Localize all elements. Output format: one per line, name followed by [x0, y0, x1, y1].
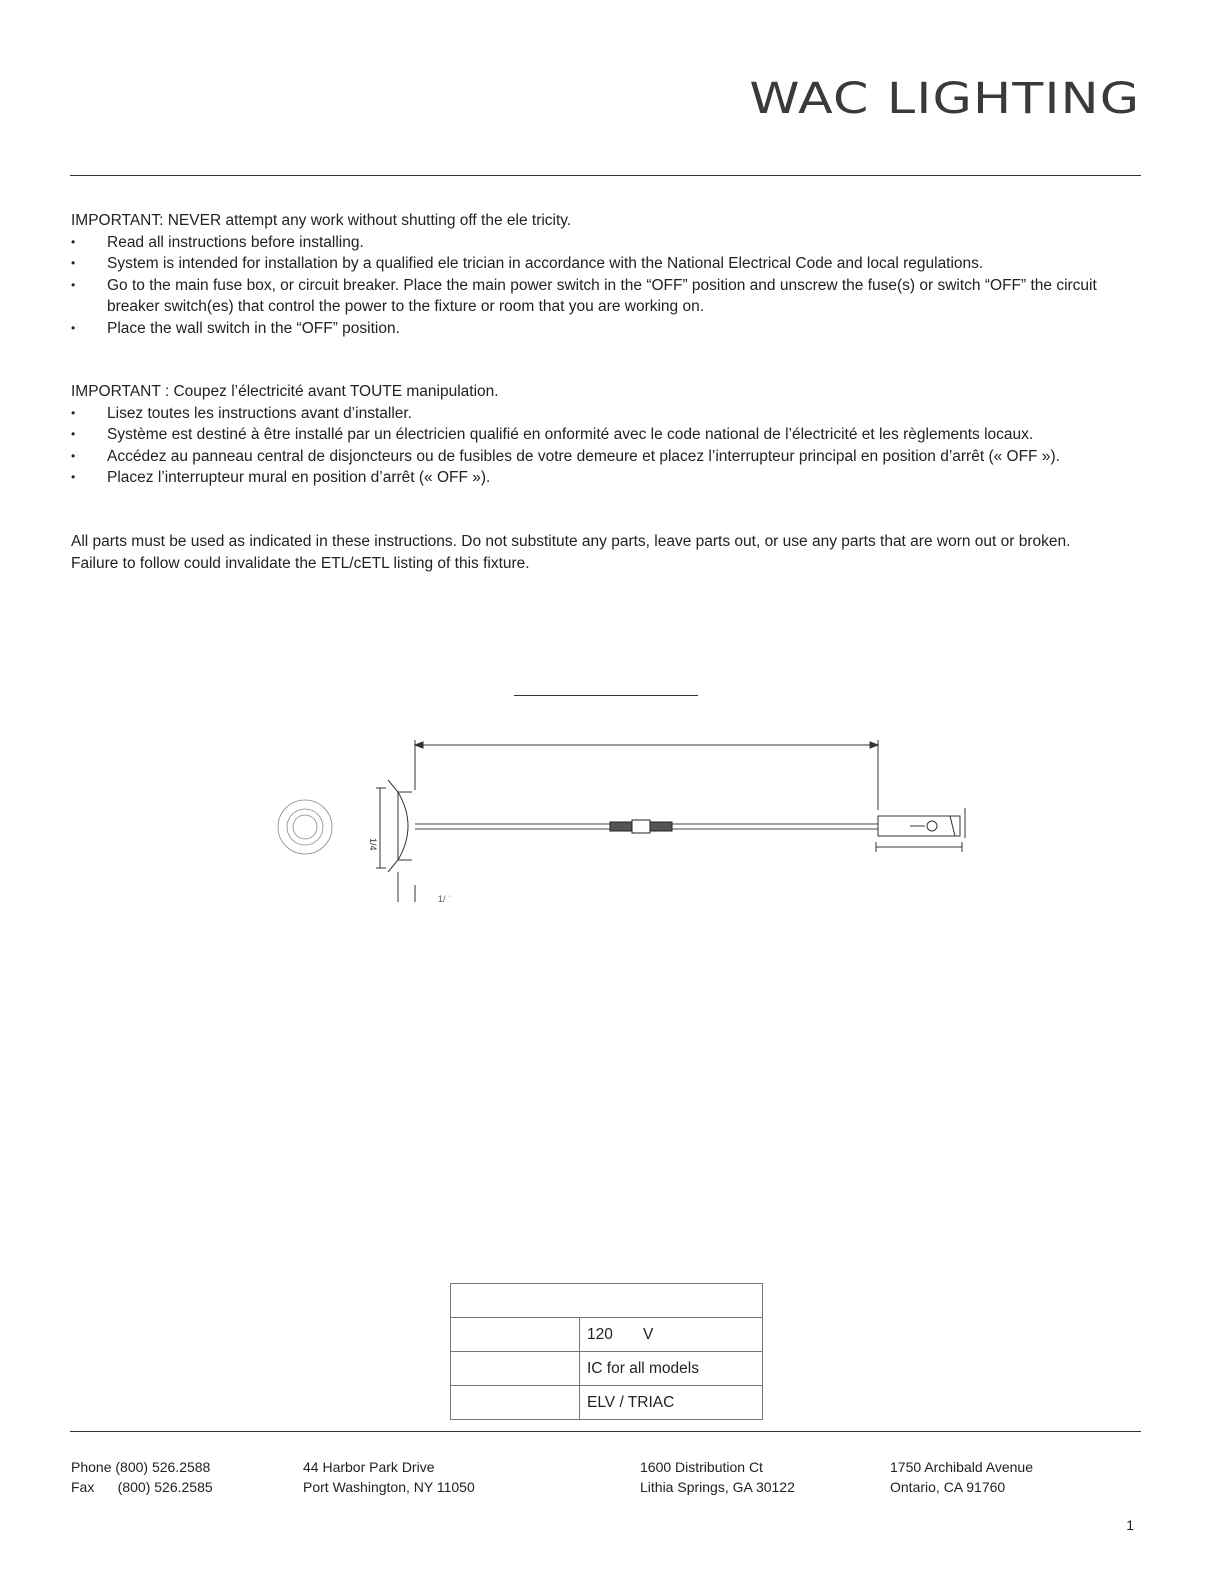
- spec-value: ELV / TRIAC: [580, 1386, 763, 1420]
- address-line: Lithia Springs, GA 30122: [640, 1479, 795, 1495]
- address-line: Port Washington, NY 11050: [303, 1479, 475, 1495]
- warning-fr-item: • Lisez toutes les instructions avant d’installer.: [71, 403, 1151, 425]
- footer-address-ca: [890, 1457, 1033, 1497]
- spec-label: [451, 1386, 580, 1420]
- warning-fr-item: • Accédez au panneau central de disjoncteurs ou de fusibles de votre demeure et placez l’interrupteur principal en position d’arrêt (« OFF »).: [71, 446, 1151, 468]
- height-dimension-label: 1/4: [368, 838, 378, 851]
- footer-rule: [70, 1431, 1141, 1432]
- fixture-dimension-drawing: [270, 730, 990, 910]
- fixture-side-profile: [376, 780, 415, 902]
- warning-fr-item: • Système est destiné à être installé par un électricien qualifié en onformité avec le code national de l’électricité et les règlements locaux.: [71, 424, 1151, 446]
- warning-en-heading: IMPORTANT: NEVER attempt any work without shutting off the ele tricity.: [71, 212, 572, 229]
- diagram-title-underline: [514, 695, 698, 696]
- address-line: 1750 Archibald Avenue: [890, 1459, 1033, 1475]
- spec-value: 120 V: [580, 1318, 763, 1352]
- spec-label: [451, 1318, 580, 1352]
- warning-fr-heading: IMPORTANT : Coupez l’électricité avant TOUTE manipulation.: [71, 383, 499, 400]
- table-row: [451, 1386, 763, 1420]
- footer-address-ga: [640, 1457, 795, 1497]
- warning-en-list: [71, 232, 1151, 340]
- footer-phone: Phone (800) 526.2588: [71, 1459, 211, 1475]
- warning-french: [71, 381, 1151, 489]
- warning-english: [71, 210, 1151, 339]
- specs-header: [451, 1284, 763, 1318]
- footer-fax: Fax (800) 526.2585: [71, 1479, 213, 1495]
- footer-address-ny: [303, 1457, 475, 1497]
- brand-logo: WAC LIGHTING: [749, 74, 1140, 124]
- inline-connector: [610, 820, 672, 833]
- address-line: 44 Harbor Park Drive: [303, 1459, 435, 1475]
- driver-box: [876, 808, 965, 852]
- table-row: [451, 1352, 763, 1386]
- warning-en-item: • Read all instructions before installing.: [71, 232, 1151, 254]
- specs-table: [450, 1283, 763, 1420]
- warning-fr-list: [71, 403, 1151, 489]
- parts-notice: [71, 531, 1101, 574]
- address-line: Ontario, CA 91760: [890, 1479, 1006, 1495]
- bottom-dimension-label: 1/ ˈ: [438, 894, 452, 904]
- fixture-top-view: [278, 800, 332, 854]
- parts-notice-text: All parts must be used as indicated in these instructions. Do not substitute any parts, leave parts out, or use any parts that are worn out or broken. Failure to follow could invalidate the ETL/cETL listing of this fixture.: [71, 533, 1071, 572]
- warning-fr-item: • Placez l’interrupteur mural en position d’arrêt (« OFF »).: [71, 467, 1151, 489]
- warning-en-item: • Place the wall switch in the “OFF” position.: [71, 318, 1151, 340]
- table-row: [451, 1318, 763, 1352]
- spec-value: IC for all models: [580, 1352, 763, 1386]
- specs-header-row: [451, 1284, 763, 1318]
- warning-en-item: • Go to the main fuse box, or circuit breaker. Place the main power switch in the “OFF” position and unscrew the fuse(s) or switch “OFF” the circuit breaker switch(es) that control the power to the fixture or room that you are working on.: [71, 275, 1112, 318]
- address-line: 1600 Distribution Ct: [640, 1459, 763, 1475]
- footer-contact: [71, 1457, 213, 1497]
- header-rule: [70, 175, 1141, 176]
- warning-en-item: • System is intended for installation by a qualified ele trician in accordance with the National Electrical Code and local regulations.: [71, 253, 1151, 275]
- page-number: 1: [1126, 1517, 1134, 1533]
- spec-label: [451, 1352, 580, 1386]
- length-dimension-line: [415, 740, 878, 810]
